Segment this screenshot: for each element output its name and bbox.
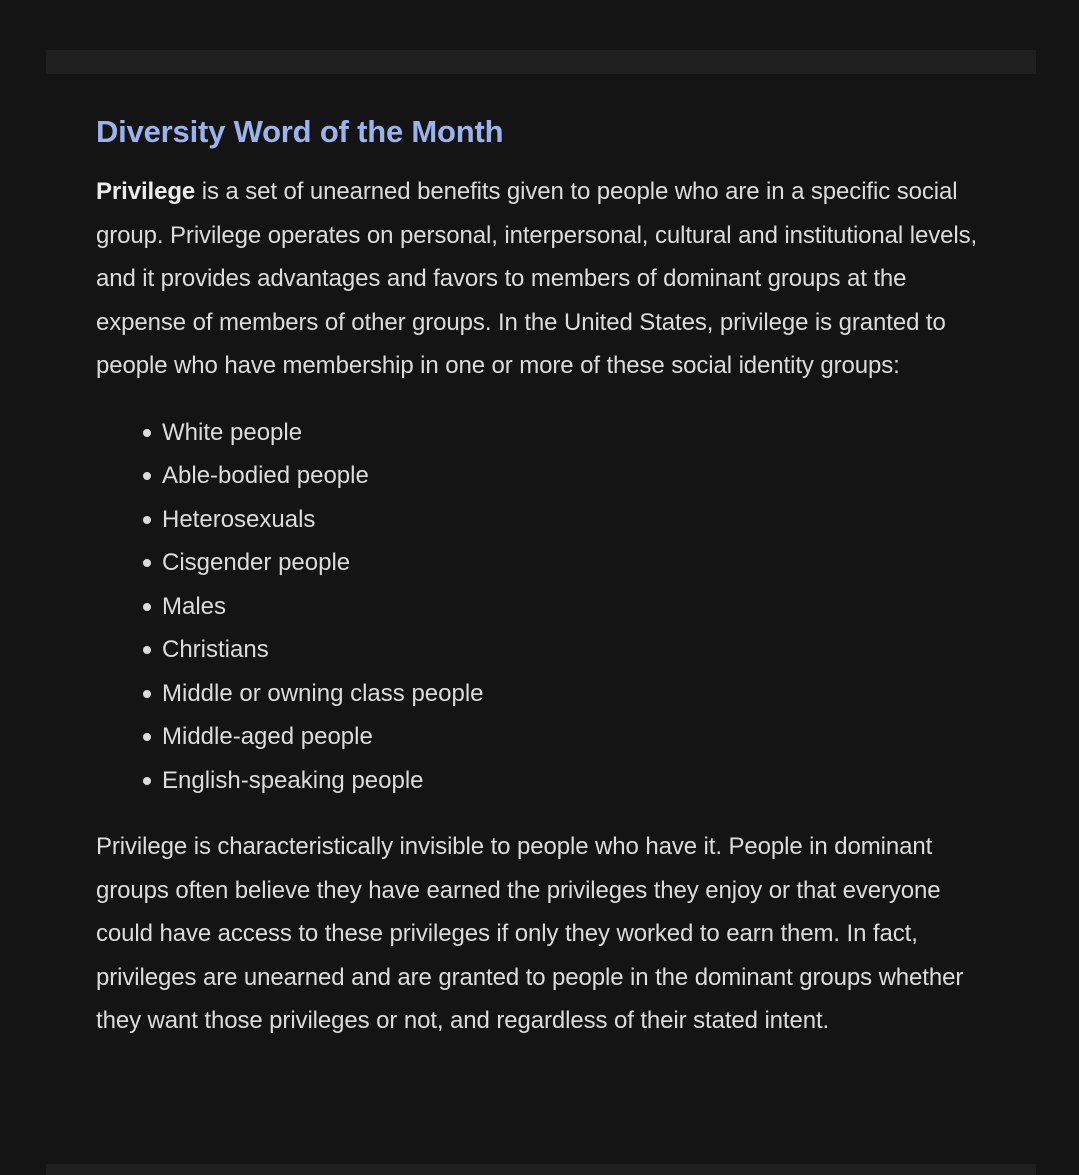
list-item-label: English-speaking people bbox=[162, 766, 424, 794]
list-item-label: Males bbox=[162, 592, 227, 620]
bullet-icon bbox=[143, 777, 151, 785]
bullet-icon bbox=[143, 646, 151, 654]
list-item bbox=[96, 541, 996, 585]
list-item-label: White people bbox=[162, 418, 303, 446]
list-item bbox=[96, 628, 996, 672]
intro-text: is a set of unearned benefits given to people who are in a specific social group. Privilege operates on personal, interpersonal, cultural and institutional levels, and it provides advantages and favors to members of dominant groups at the expense of members of other groups. In the United States, privilege is granted to people who have membership in one or more of these social identity groups: bbox=[96, 178, 978, 379]
article-title: Diversity Word of the Month bbox=[96, 114, 504, 149]
list-item bbox=[96, 411, 996, 455]
list-item bbox=[96, 759, 996, 803]
list-item-label: Cisgender people bbox=[162, 549, 351, 576]
list-item-label: Christians bbox=[162, 636, 269, 663]
list-item-label: Able-bodied people bbox=[162, 462, 369, 489]
bullet-icon bbox=[143, 690, 151, 698]
list-item-label: Middle or owning class people bbox=[162, 679, 484, 707]
bullet-icon bbox=[143, 472, 151, 480]
bullet-icon bbox=[143, 559, 151, 567]
intro-term: Privilege bbox=[96, 178, 196, 205]
list-item-label: Heterosexuals bbox=[162, 505, 316, 533]
identity-group-list bbox=[96, 411, 996, 803]
article-content bbox=[96, 108, 996, 1043]
bullet-icon bbox=[143, 733, 151, 741]
list-item bbox=[96, 672, 996, 716]
bullet-icon bbox=[143, 429, 151, 437]
list-item bbox=[96, 498, 996, 542]
list-item bbox=[96, 715, 996, 759]
list-item bbox=[96, 585, 996, 629]
footer-bar bbox=[46, 1164, 1036, 1175]
closing-paragraph: Privilege is characteristically invisible to people who have it. People in dominant groups often believe they have earned the privileges they enjoy or that everyone could have access to these privileges if only they worked to earn them. In fact, privileges are unearned and are granted to people in the dominant groups whether they want those privileges or not, and regardless of their stated intent. bbox=[96, 833, 964, 1034]
header-bar bbox=[46, 50, 1036, 74]
bullet-icon bbox=[143, 603, 151, 611]
intro-paragraph bbox=[96, 170, 996, 388]
bullet-icon bbox=[143, 516, 151, 524]
list-item-label: Middle-aged people bbox=[162, 723, 373, 750]
list-item bbox=[96, 454, 996, 498]
